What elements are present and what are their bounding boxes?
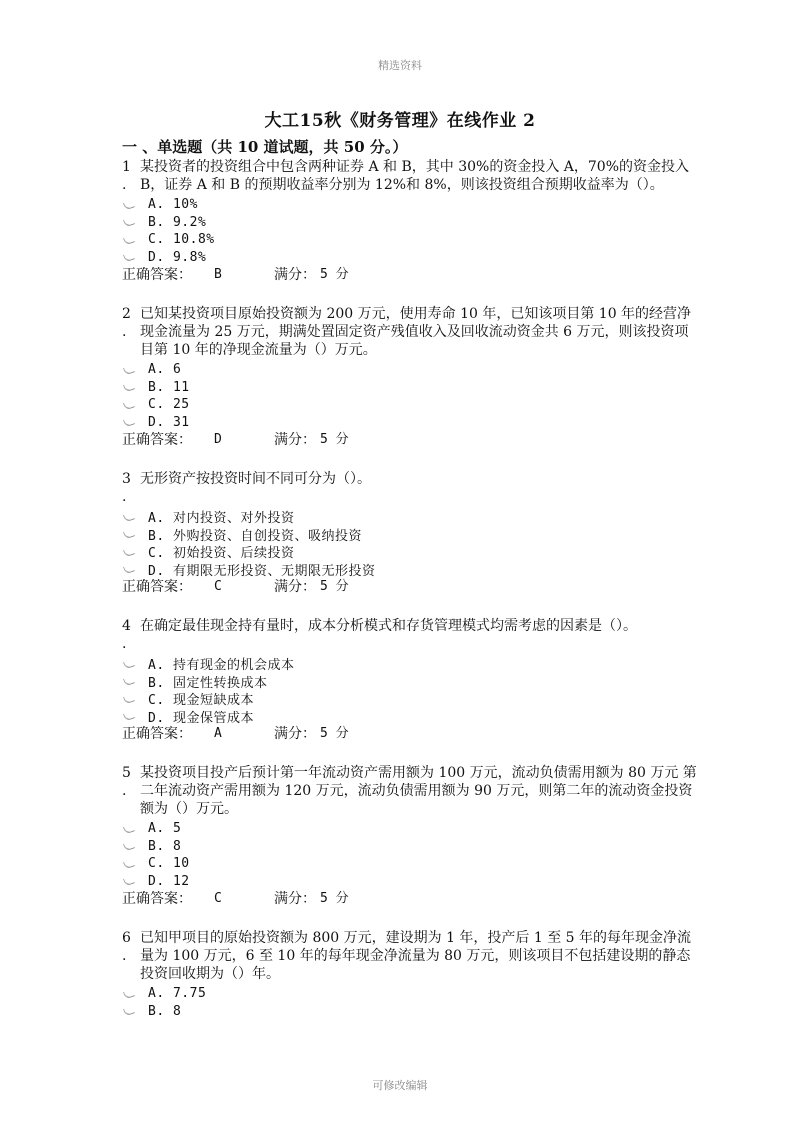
radio-icon[interactable] xyxy=(124,252,136,262)
correct-answer: B xyxy=(214,267,222,282)
answer-option[interactable] xyxy=(122,708,702,726)
option-label: A. 6 xyxy=(148,362,182,378)
answer-option[interactable] xyxy=(122,855,702,873)
option-label: C. 初始投资、后续投资 xyxy=(148,546,295,562)
radio-icon[interactable] xyxy=(124,676,136,686)
question-stem xyxy=(122,617,702,653)
answer-option[interactable] xyxy=(122,231,702,249)
answer-option[interactable] xyxy=(122,396,702,414)
question-number: 4 . xyxy=(122,618,131,652)
question-item xyxy=(122,305,702,449)
page-title: 大工15秋《财务管理》在线作业 2 xyxy=(264,111,536,131)
radio-icon[interactable] xyxy=(124,659,136,669)
question-text: 已知某投资项目原始投资额为 200 万元，使用寿命 10 年，已知该项目第 10 年的经营净现金流量为 25 万元，期满处置固定资产残值收入及回收流动资金共 6 万元，则该投资项目第 10 年的净现金流量为（）万元。 xyxy=(140,306,692,358)
question-item xyxy=(122,929,702,1020)
question-stem xyxy=(122,158,702,194)
question-text: 某投资项目投产后预计第一年流动资产需用额为 100 万元，流动负债需用额为 80 万元 第二年流动资产需用额为 120 万元，流动负债需用额为 90 万元，则第二年的流动资金投资额为（）万元。 xyxy=(140,765,697,817)
option-label: B. 8 xyxy=(148,838,182,854)
question-stem xyxy=(122,929,702,983)
answer-option[interactable] xyxy=(122,249,702,267)
answer-option[interactable] xyxy=(122,985,702,1003)
option-label: A. 7.75 xyxy=(148,986,207,1002)
section-title: 一 、单选题（共 10 道试题，共 50 分。） xyxy=(122,138,408,156)
score-label: 满分： xyxy=(274,579,316,595)
option-label: A. 10% xyxy=(148,197,198,213)
question-item xyxy=(122,617,702,743)
question-text: 在确定最佳现金持有量时，成本分析模式和存货管理模式均需考虑的因素是（）。 xyxy=(140,618,637,634)
question-text: 无形资产按投资时间不同可分为（）。 xyxy=(140,471,371,487)
radio-icon[interactable] xyxy=(124,1006,136,1016)
answer-label: 正确答案： xyxy=(122,726,192,742)
answer-option[interactable] xyxy=(122,361,702,379)
correct-answer: D xyxy=(214,432,222,447)
question-stem xyxy=(122,305,702,359)
score-value: 5 分 xyxy=(320,891,349,906)
radio-icon[interactable] xyxy=(124,235,136,245)
radio-icon[interactable] xyxy=(124,400,136,410)
score-value: 5 分 xyxy=(320,267,349,282)
footer-note: 可修改编辑 xyxy=(372,1079,428,1092)
answer-option[interactable] xyxy=(122,214,702,232)
option-list xyxy=(122,196,702,266)
answer-line xyxy=(122,431,702,449)
radio-icon[interactable] xyxy=(124,564,136,574)
question-number: 6 . xyxy=(122,930,131,964)
option-label: C. 10 xyxy=(148,856,190,872)
answer-line xyxy=(122,266,702,284)
radio-icon[interactable] xyxy=(124,859,136,869)
option-list xyxy=(122,820,702,890)
answer-line xyxy=(122,578,702,596)
answer-option[interactable] xyxy=(122,561,702,579)
option-list xyxy=(122,508,702,578)
option-list xyxy=(122,985,702,1020)
question-number: 5 . xyxy=(122,765,131,799)
answer-label: 正确答案： xyxy=(122,891,192,907)
radio-icon[interactable] xyxy=(124,365,136,375)
question-number: 1 . xyxy=(122,159,131,193)
question-text: 某投资者的投资组合中包含两种证券 A 和 B，其中 30%的资金投入 A，70%的资金投入 B，证券 A 和 B 的预期收益率分别为 12%和 8%，则该投资组合预期收益率为（）。 xyxy=(140,159,689,193)
option-label: B. 11 xyxy=(148,379,190,395)
option-label: C. 25 xyxy=(148,397,190,413)
radio-icon[interactable] xyxy=(124,841,136,851)
radio-icon[interactable] xyxy=(124,711,136,721)
answer-option[interactable] xyxy=(122,655,702,673)
radio-icon[interactable] xyxy=(124,694,136,704)
correct-answer: A xyxy=(214,726,222,741)
radio-icon[interactable] xyxy=(124,217,136,227)
answer-option[interactable] xyxy=(122,690,702,708)
option-label: D. 31 xyxy=(148,414,190,430)
header-note: 精选资料 xyxy=(378,59,422,72)
score-label: 满分： xyxy=(274,267,316,283)
correct-answer: C xyxy=(214,579,222,594)
answer-option[interactable] xyxy=(122,526,702,544)
answer-option[interactable] xyxy=(122,543,702,561)
score-value: 5 分 xyxy=(320,579,349,594)
score-value: 5 分 xyxy=(320,432,349,447)
score-label: 满分： xyxy=(274,726,316,742)
radio-icon[interactable] xyxy=(124,200,136,210)
option-label: B. 9.2% xyxy=(148,214,207,230)
option-label: D. 现金保管成本 xyxy=(148,710,254,726)
correct-answer: C xyxy=(214,891,222,906)
answer-label: 正确答案： xyxy=(122,267,192,283)
radio-icon[interactable] xyxy=(124,529,136,539)
option-label: B. 8 xyxy=(148,1003,182,1019)
answer-label: 正确答案： xyxy=(122,432,192,448)
answer-option[interactable] xyxy=(122,196,702,214)
question-item xyxy=(122,158,702,284)
option-label: A. 5 xyxy=(148,821,182,837)
answer-line xyxy=(122,890,702,908)
radio-icon[interactable] xyxy=(124,824,136,834)
question-number: 2 . xyxy=(122,306,131,340)
answer-option[interactable] xyxy=(122,379,702,397)
answer-option[interactable] xyxy=(122,1003,702,1021)
answer-option[interactable] xyxy=(122,873,702,891)
answer-option[interactable] xyxy=(122,673,702,691)
radio-icon[interactable] xyxy=(124,876,136,886)
score-label: 满分： xyxy=(274,432,316,448)
radio-icon[interactable] xyxy=(124,512,136,522)
answer-option[interactable] xyxy=(122,838,702,856)
question-stem xyxy=(122,764,702,818)
option-label: C. 10.8% xyxy=(148,232,215,248)
answer-option[interactable] xyxy=(122,414,702,432)
question-item xyxy=(122,470,702,596)
answer-line xyxy=(122,725,702,743)
radio-icon[interactable] xyxy=(124,382,136,392)
option-list xyxy=(122,655,702,725)
radio-icon[interactable] xyxy=(124,989,136,999)
option-label: D. 有期限无形投资、无期限无形投资 xyxy=(148,563,376,579)
score-label: 满分： xyxy=(274,891,316,907)
question-text: 已知甲项目的原始投资额为 800 万元，建设期为 1 年，投产后 1 至 5 年的每年现金净流量为 100 万元，6 至 10 年的每年现金净流量为 80 万元，则该项目不包括建设期的静态投资回收期为（）年。 xyxy=(140,930,692,982)
score-value: 5 分 xyxy=(320,726,349,741)
question-number: 3 . xyxy=(122,471,131,505)
answer-label: 正确答案： xyxy=(122,579,192,595)
radio-icon[interactable] xyxy=(124,417,136,427)
option-label: B. 固定性转换成本 xyxy=(148,675,268,691)
answer-option[interactable] xyxy=(122,820,702,838)
option-label: B. 外购投资、自创投资、吸纳投资 xyxy=(148,528,362,544)
question-stem xyxy=(122,470,702,506)
answer-option[interactable] xyxy=(122,508,702,526)
option-label: A. 持有现金的机会成本 xyxy=(148,658,295,674)
radio-icon[interactable] xyxy=(124,547,136,557)
option-label: D. 12 xyxy=(148,873,190,889)
option-label: A. 对内投资、对外投资 xyxy=(148,511,295,527)
option-label: C. 现金短缺成本 xyxy=(148,693,254,709)
question-list xyxy=(122,158,702,1041)
option-list xyxy=(122,361,702,431)
option-label: D. 9.8% xyxy=(148,249,207,265)
question-item xyxy=(122,764,702,908)
